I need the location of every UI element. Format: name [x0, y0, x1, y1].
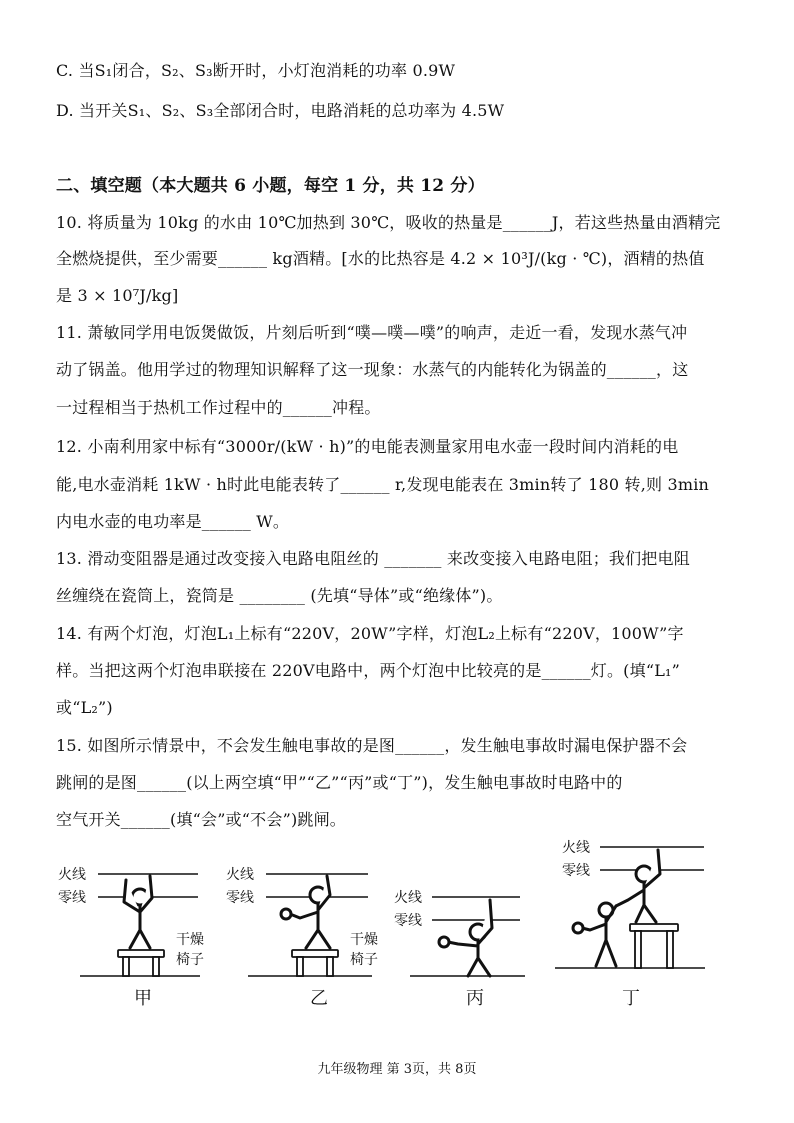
person-bing: [439, 900, 492, 976]
caption-bing: 丙: [466, 988, 484, 1009]
label-chair-yi: 椅子: [350, 952, 378, 968]
person-yi: [281, 876, 330, 948]
label-neutral-ding: 零线: [562, 863, 590, 879]
chair-jia: [118, 950, 164, 976]
q12-line-2: 能,电水壶消耗 1kW · h时此电能表转了______ r,发现电能表在 3min转了 180 转,则 3min: [56, 475, 710, 494]
label-neutral-yi: 零线: [226, 890, 254, 906]
label-live-jia: 火线: [58, 867, 86, 883]
q14-line-2: 样。当把这两个灯泡串联接在 220V电路中，两个灯泡中比较亮的是______灯。(填“L₁”: [56, 661, 681, 680]
q11-line-2: 动了锅盖。他用学过的物理知识解释了这一现象：水蒸气的内能转化为锅盖的______，这: [56, 360, 689, 379]
chair-yi: [292, 950, 338, 976]
label-live-ding: 火线: [562, 840, 590, 856]
q15-line-1: 15. 如图所示情景中，不会发生触电事故的是图______，发生触电事故时漏电保护器不会: [56, 736, 688, 755]
q11-line-1: 11. 萧敏同学用电饭煲做饭，片刻后听到“噗—噗—噗”的响声，走近一看，发现水蒸气冲: [56, 323, 688, 342]
label-live-yi: 火线: [226, 867, 254, 883]
q10-line-1: 10. 将质量为 10kg 的水由 10℃加热到 30℃，吸收的热量是______J，若这些热量由酒精完: [56, 213, 721, 232]
q12-line-1: 12. 小南利用家中标有“3000r/(kW · h)”的电能表测量家用电水壶一段时间内消耗的电: [56, 437, 679, 456]
label-neutral-bing: 零线: [394, 913, 422, 929]
person-ding-child: [573, 903, 616, 966]
caption-jia: 甲: [134, 988, 152, 1009]
q13-line-1: 13. 滑动变阻器是通过改变接入电路电阻丝的 _______ 来改变接入电路电阻；我们把电阻: [56, 549, 690, 568]
q14-line-1: 14. 有两个灯泡，灯泡L₁上标有“220V，20W”字样，灯泡L₂上标有“220V，100W”字: [56, 624, 684, 643]
q12-line-3: 内电水壶的电功率是______ W。: [56, 512, 290, 531]
person-ding-adult: [616, 850, 660, 922]
q13-line-2: 丝缠绕在瓷筒上，瓷筒是 ________ (先填“导体”或“绝缘体”)。: [56, 586, 503, 605]
label-chair-jia: 椅子: [176, 952, 204, 968]
label-live-bing: 火线: [394, 890, 422, 906]
person-jia: [124, 876, 152, 948]
caption-yi: 乙: [310, 988, 328, 1009]
q15-line-2: 跳闸的是图______(以上两空填“甲”“乙”“丙”或“丁”)，发生触电事故时电路中的: [56, 773, 623, 792]
label-dry-jia: 干燥: [176, 932, 204, 948]
q10-line-2: 全燃烧提供，至少需要______ kg酒精。[水的比热容是 4.2 × 10³J/(kg · ℃)，酒精的热值: [56, 249, 705, 268]
q14-line-3: 或“L₂”): [56, 698, 113, 717]
q11-line-3: 一过程相当于热机工作过程中的______冲程。: [56, 398, 381, 417]
option-d: D. 当开关S₁、S₂、S₃全部闭合时，电路消耗的总功率为 4.5W: [56, 101, 505, 120]
chair-ding: [630, 924, 678, 968]
section-title: 二、填空题（本大题共 6 小题，每空 1 分，共 12 分）: [56, 176, 485, 196]
page-footer: 九年级物理 第 3页，共 8页: [317, 1062, 477, 1077]
option-c: C. 当S₁闭合，S₂、S₃断开时，小灯泡消耗的功率 0.9W: [56, 61, 456, 80]
caption-ding: 丁: [622, 988, 640, 1009]
label-dry-yi: 干燥: [350, 932, 378, 948]
q15-line-3: 空气开关______(填“会”或“不会”)跳闸。: [56, 810, 347, 829]
label-neutral-jia: 零线: [58, 890, 86, 906]
q10-line-3: 是 3 × 10⁷J/kg]: [56, 286, 179, 305]
